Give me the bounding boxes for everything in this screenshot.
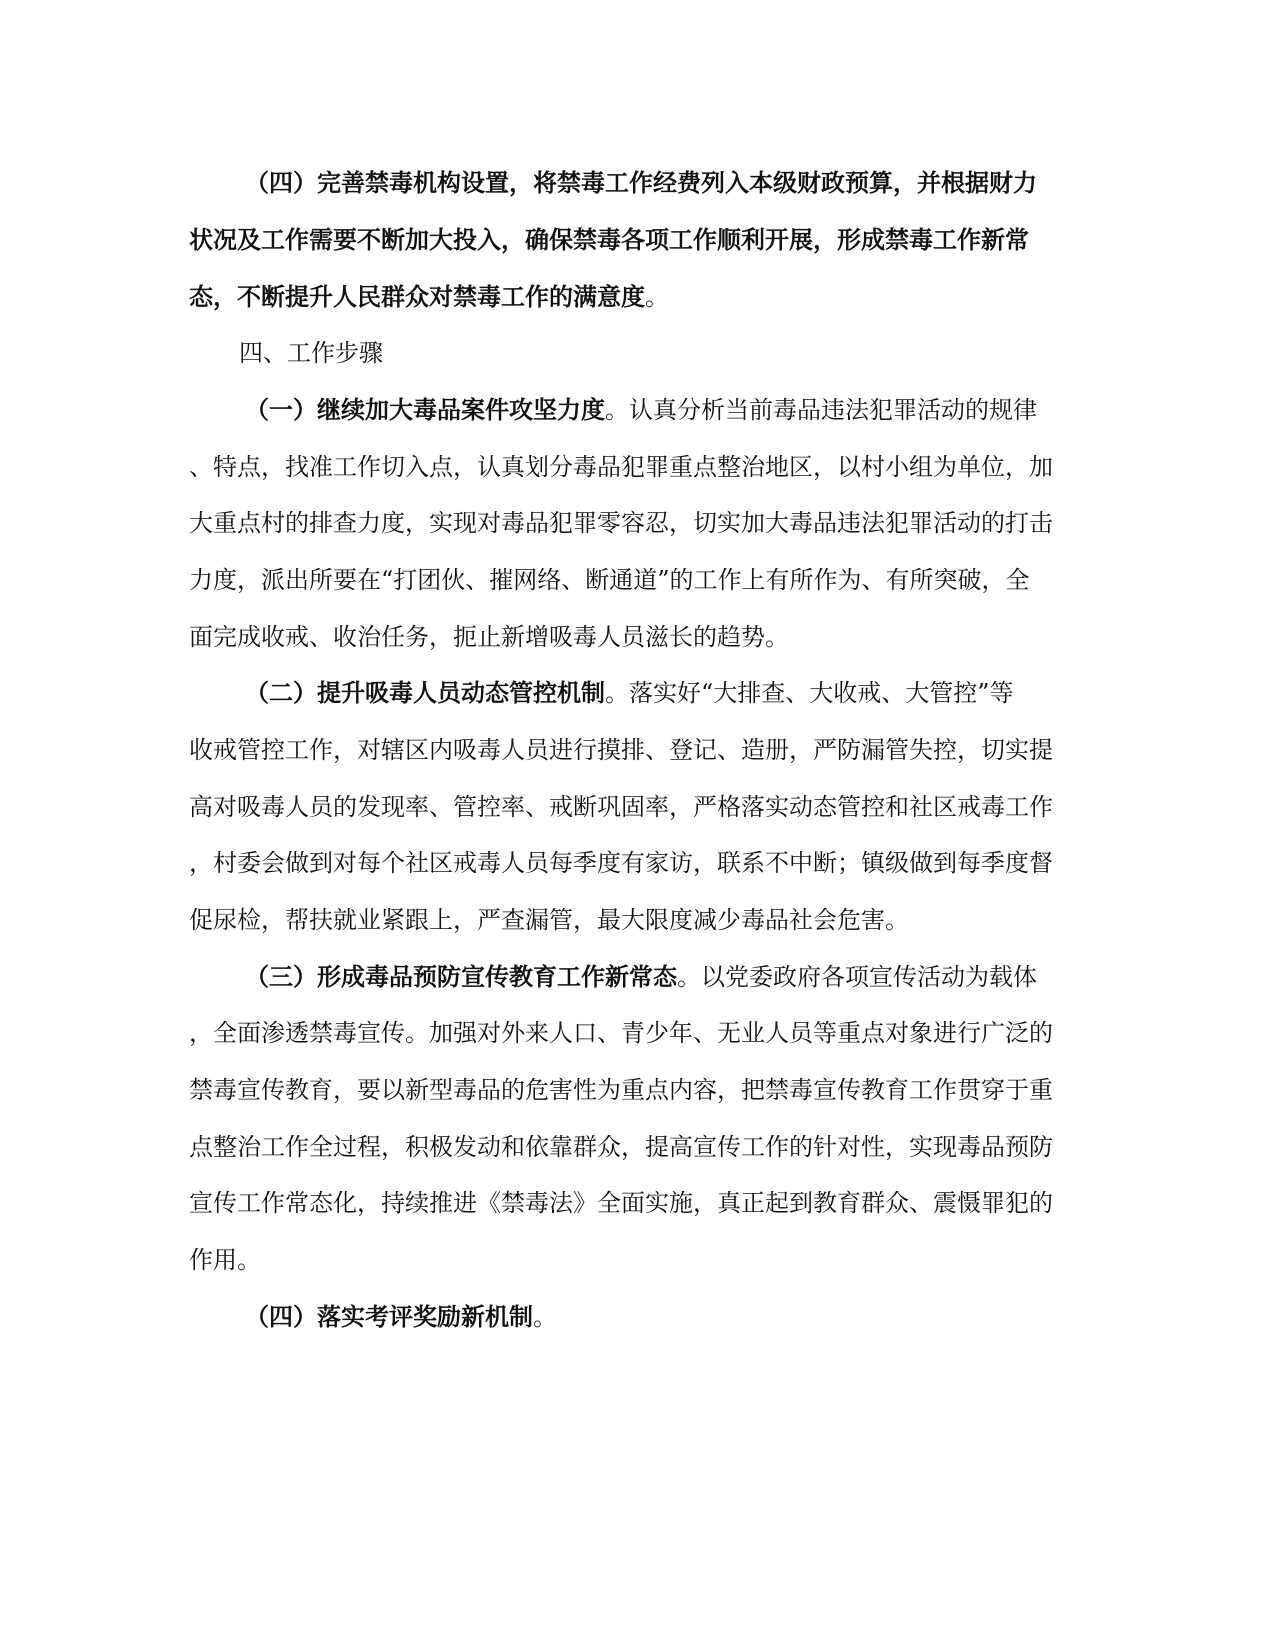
item-1-text: 面完成收戒、收治任务，扼止新增吸毒人员滋长的趋势。 [189, 623, 789, 651]
item-1-line [189, 503, 1089, 543]
section-heading [239, 333, 1139, 373]
item-3-line [189, 1127, 1089, 1167]
item-3-heading: （三）形成毒品预防宣传教育工作新常态 [245, 962, 677, 991]
item-2-text: 高对吸毒人员的发现率、管控率、戒断巩固率，严格落实动态管控和社区戒毒工作 [189, 793, 1053, 821]
item-1-line [245, 390, 1145, 430]
item-2-line [189, 900, 1089, 940]
item-4-line [245, 1297, 1145, 1337]
item-2-line [245, 673, 1145, 713]
item-3-text: 宣传工作常态化，持续推进《禁毒法》全面实施，真正起到教育群众、震慑罪犯的 [189, 1189, 1053, 1217]
item-3-line [189, 1240, 1089, 1280]
item-3-line [189, 1183, 1089, 1223]
item-4-heading: （四）落实考评奖励新机制 [245, 1302, 533, 1331]
item-2-line [189, 787, 1089, 827]
item-3-text: 。以党委政府各项宣传活动为载体 [677, 963, 1037, 991]
item-3-line [189, 1013, 1089, 1053]
paragraph-punct: 。 [645, 283, 669, 311]
paragraph-text: （四）完善禁毒机构设置，将禁毒工作经费列入本级财政预算，并根据财力 [245, 168, 1037, 197]
item-4-punct: 。 [533, 1303, 557, 1331]
item-3-text: 作用。 [189, 1246, 261, 1274]
item-3-text: ，全面渗透禁毒宣传。加强对外来人口、青少年、无业人员等重点对象进行广泛的 [189, 1019, 1053, 1047]
item-1-text: 力度，派出所要在“打团伙、摧网络、断通道”的工作上有所作为、有所突破，全 [189, 566, 1030, 594]
item-1-line [189, 560, 1089, 600]
item-1-line [189, 447, 1089, 487]
paragraph-text: 状况及工作需要不断加大投入，确保禁毒各项工作顺利开展，形成禁毒工作新常 [189, 225, 1029, 254]
paragraph-text: 态，不断提升人民群众对禁毒工作的满意度 [189, 282, 645, 311]
item-3-text: 点整治工作全过程，积极发动和依靠群众，提高宣传工作的针对性，实现毒品预防 [189, 1133, 1053, 1161]
item-1-text: 。认真分析当前毒品违法犯罪活动的规律 [605, 396, 1037, 424]
item-3-line [245, 957, 1145, 997]
item-3-text: 禁毒宣传教育，要以新型毒品的危害性为重点内容，把禁毒宣传教育工作贯穿于重 [189, 1076, 1053, 1104]
item-1-line [189, 617, 1089, 657]
paragraph-line [245, 163, 1145, 203]
item-1-text: 大重点村的排查力度，实现对毒品犯罪零容忍，切实加大毒品违法犯罪活动的打击 [189, 509, 1053, 537]
paragraph-line [189, 277, 1089, 317]
item-2-text: 促尿检，帮扶就业紧跟上，严查漏管，最大限度减少毒品社会危害。 [189, 906, 909, 934]
item-2-text: ，村委会做到对每个社区戒毒人员每季度有家访，联系不中断；镇级做到每季度督 [189, 849, 1053, 877]
item-2-line [189, 730, 1089, 770]
item-2-text: 收戒管控工作，对辖区内吸毒人员进行摸排、登记、造册，严防漏管失控，切实提 [189, 736, 1053, 764]
item-2-line [189, 843, 1089, 883]
item-2-heading: （二）提升吸毒人员动态管控机制 [245, 678, 605, 707]
item-2-text: 。落实好“大排查、大收戒、大管控”等 [605, 679, 1014, 707]
item-3-line [189, 1070, 1089, 1110]
item-1-heading: （一）继续加大毒品案件攻坚力度 [245, 395, 605, 424]
item-1-text: 、特点，找准工作切入点，认真划分毒品犯罪重点整治地区，以村小组为单位，加 [189, 453, 1053, 481]
paragraph-line [189, 220, 1089, 260]
section-heading-text: 四、工作步骤 [239, 339, 383, 367]
